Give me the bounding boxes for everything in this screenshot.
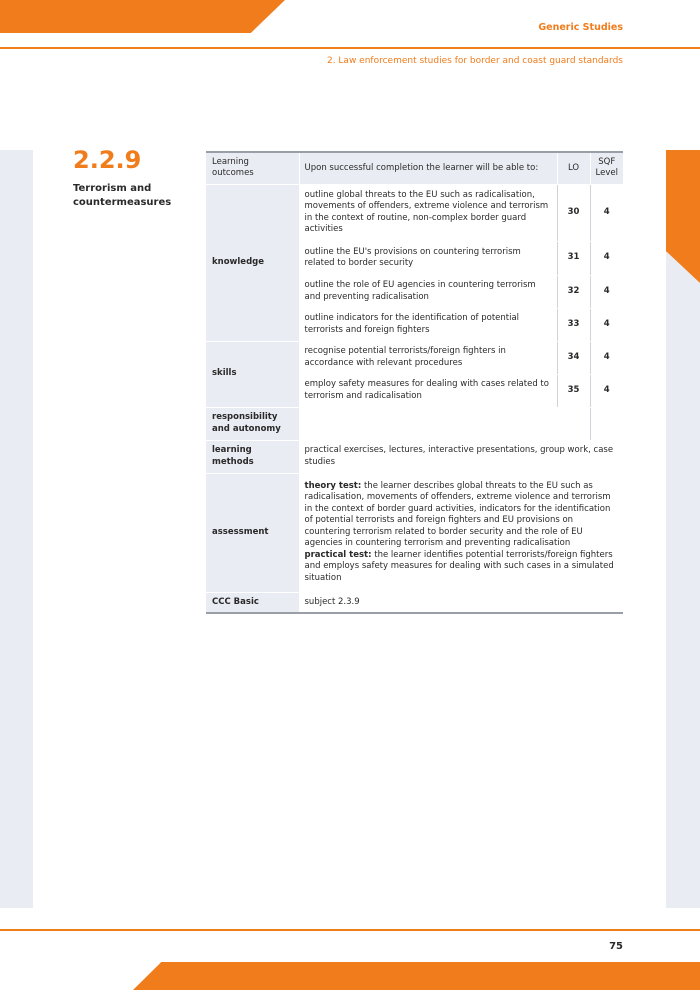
outcome-lo: 34 xyxy=(557,341,590,374)
outcome-text: outline global threats to the EU such as radicalisation, movements of offenders, extreme violence and terrorism in the context of routine, non-complex border guard activities xyxy=(299,184,557,241)
outcome-text: recognise potential terrorists/foreign fighters in accordance with relevant procedures xyxy=(299,341,557,374)
category-learning-methods: learning methods xyxy=(206,440,299,473)
header-divider xyxy=(0,47,700,49)
outcome-level: 4 xyxy=(590,308,623,341)
outcome-text: employ safety measures for dealing with cases related to terrorism and radicalisation xyxy=(299,374,557,407)
table-row xyxy=(206,184,623,241)
outcome-lo: 32 xyxy=(557,275,590,308)
category-responsibility: responsibility and autonomy xyxy=(206,407,299,440)
running-header-subtitle: 2. Law enforcement studies for border and coast guard standards xyxy=(326,56,623,66)
theory-test-label: theory test: xyxy=(304,480,362,491)
learning-methods-text: practical exercises, lectures, interactive presentations, group work, case studies xyxy=(299,440,623,473)
category-assessment: assessment xyxy=(206,473,299,592)
practical-test-text: the learner identifies potential terrorists/foreign fighters and employs safety measures for dealing with such cases in a simulated situation xyxy=(304,549,614,583)
outcome-lo: 31 xyxy=(557,241,590,275)
outcome-lo: 33 xyxy=(557,308,590,341)
practical-test-label: practical test: xyxy=(304,549,372,560)
outcome-text: outline the EU's provisions on countering terrorism related to border security xyxy=(299,241,557,275)
table-row xyxy=(206,440,623,473)
header-accent-tab xyxy=(0,0,285,33)
ccc-basic-text: subject 2.3.9 xyxy=(299,592,623,613)
page-number: 75 xyxy=(609,941,623,952)
header-intro: Upon successful completion the learner will be able to: xyxy=(299,152,557,184)
outcome-level: 4 xyxy=(590,184,623,241)
section-title: Terrorism and countermeasures xyxy=(73,183,172,208)
table-row xyxy=(206,592,623,613)
outcome-lo: 35 xyxy=(557,374,590,407)
outcome-level: 4 xyxy=(590,275,623,308)
learning-outcomes-table xyxy=(206,151,623,614)
responsibility-empty-level xyxy=(590,407,623,440)
outcome-level: 4 xyxy=(590,341,623,374)
outcome-text: outline indicators for the identification of potential terrorists and foreign fighters xyxy=(299,308,557,341)
running-header-title: Generic Studies xyxy=(538,22,623,33)
theory-test-text: the learner describes global threats to the EU such as radicalisation, movements of offenders, extreme violence and terrorism in the context of border guard activities, indicators for the identification of potential terrorists and foreign fighters and EU provisions on countering terrorism related to border security and the role of EU agencies in countering terrorism and preventing radicalisation xyxy=(304,480,611,549)
outcome-lo: 30 xyxy=(557,184,590,241)
outcome-text: outline the role of EU agencies in countering terrorism and preventing radicalisation xyxy=(299,275,557,308)
outcome-level: 4 xyxy=(590,374,623,407)
outcome-level: 4 xyxy=(590,241,623,275)
header-learning-outcomes: Learning outcomes xyxy=(206,152,299,184)
table-row xyxy=(206,473,623,592)
header-lo: LO xyxy=(557,152,590,184)
table-row xyxy=(206,407,623,440)
assessment-text xyxy=(299,473,623,592)
responsibility-empty xyxy=(299,407,590,440)
table-row xyxy=(206,341,623,374)
category-skills: skills xyxy=(206,341,299,407)
left-margin-band xyxy=(0,150,33,908)
category-knowledge: knowledge xyxy=(206,184,299,341)
section-number: 2.2.9 xyxy=(73,146,142,174)
header-sqf-level: SQF Level xyxy=(590,152,623,184)
category-ccc-basic: CCC Basic xyxy=(206,592,299,613)
table-header-row xyxy=(206,152,623,184)
footer-accent-tab xyxy=(133,962,700,990)
footer-divider xyxy=(0,929,700,931)
